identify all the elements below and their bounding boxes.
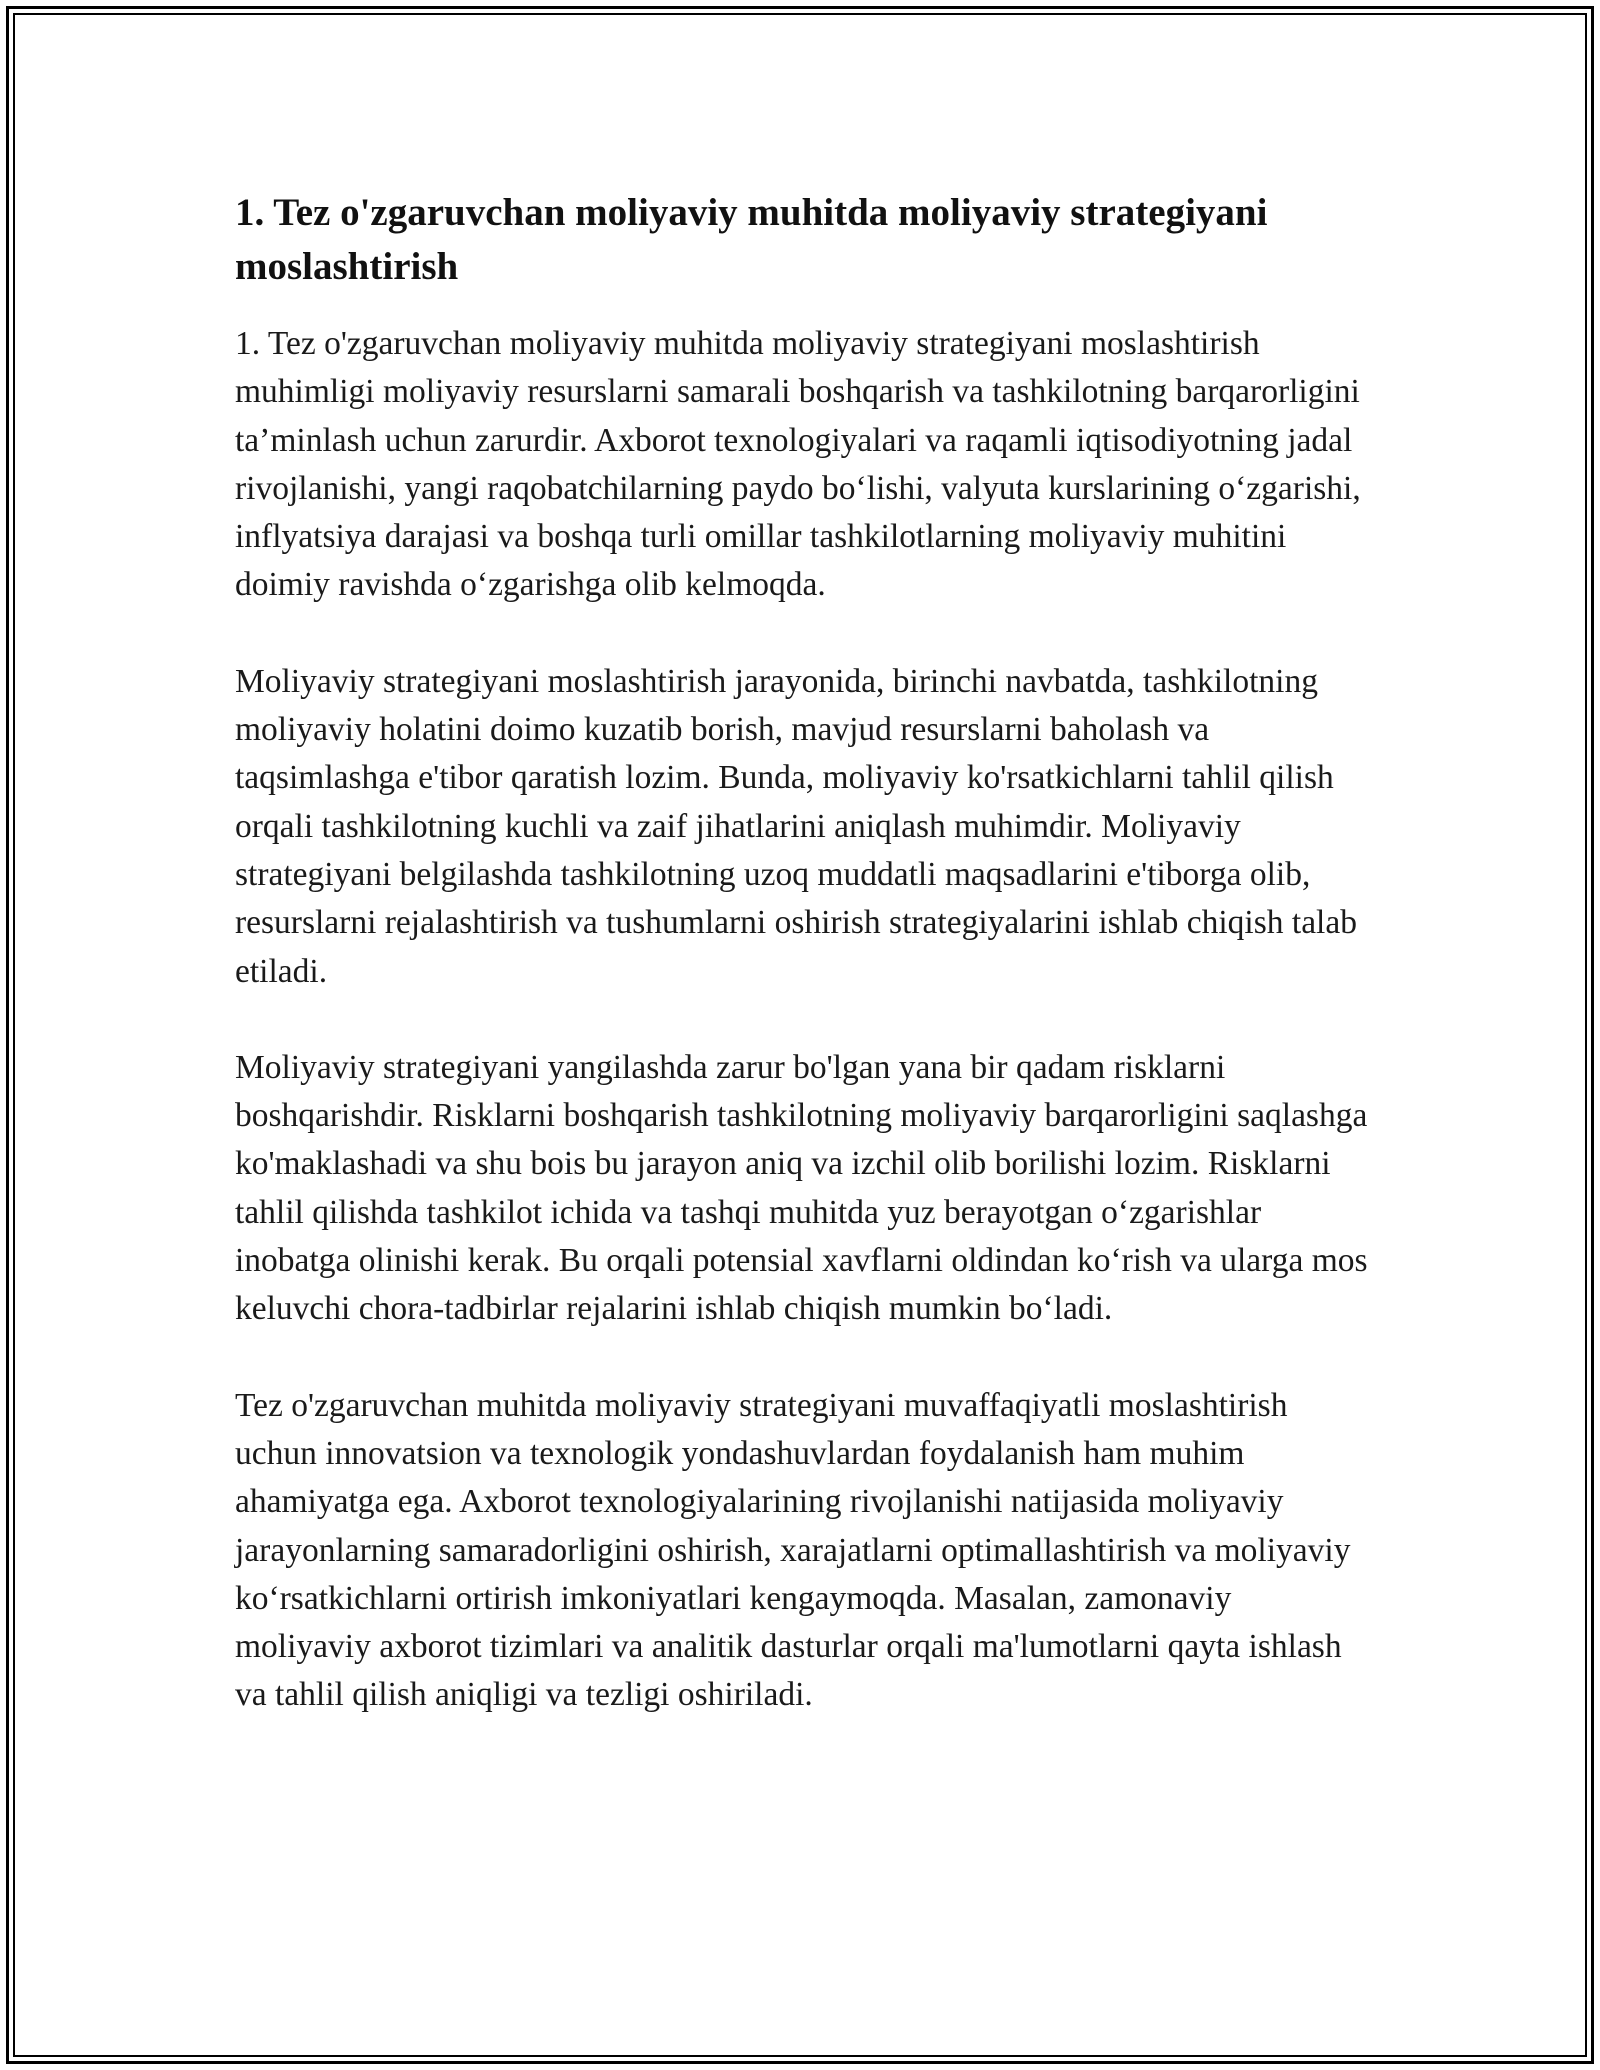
paragraph-3: Moliyaviy strategiyani yangilashda zarur bo'lgan yana bir qadam risklarni boshqarishdir. Risklarni boshqarish tashkilotning moliyaviy barqarorligini saqlashga ko'maklashadi va shu bois bu jarayon aniq va izchil olib borilishi lozim. Risklarni tahlil qilishda tashkilot ichida va tashqi muhitda yuz berayotgan o‘zgarishlar inobatga olinishi kerak. Bu orqali potensial xavflarni oldindan ko‘rish va ularga mos keluvchi chora-tadbirlar rejalarini ishlab chiqish mumkin bo‘ladi. — [235, 1048, 1368, 1328]
document-content — [235, 186, 1370, 1768]
section-heading: 1. Tez o'zgaruvchan moliyaviy muhitda moliyaviy strategiyani moslashtirish — [235, 191, 1268, 288]
paragraph-1: 1. Tez o'zgaruvchan moliyaviy muhitda moliyaviy strategiyani moslashtirish muhimligi moliyaviy resurslarni samarali boshqarish va tashkilotning barqarorligini ta’minlash uchun zarurdir. Axborot texnologiyalari va raqamli iqtisodiyotning jadal rivojlanishi, yangi raqobatchilarning paydo bo‘lishi, valyuta kurslarining o‘zgarishi, inflyatsiya darajasi va boshqa turli omillar tashkilotlarning moliyaviy muhitini doimiy ravishda o‘zgarishga olib kelmoqda. — [235, 325, 1361, 604]
paragraph-4: Tez o'zgaruvchan muhitda moliyaviy strategiyani muvaffaqiyatli moslashtirish uchun innovatsion va texnologik yondashuvlardan foydalanish ham muhim ahamiyatga ega. Axborot texnologiyalarining rivojlanishi natijasida moliyaviy jarayonlarning samaradorligini oshirish, xarajatlarni optimallashtirish va moliyaviy ko‘rsatkichlarni ortirish imkoniyatlari kengaymoqda. Masalan, zamonaviy moliyaviy axborot tizimlari va analitik dasturlar orqali ma'lumotlarni qayta ishlash va tahlil qilish aniqligi va tezligi oshiriladi. — [235, 1386, 1351, 1714]
paragraph-2: Moliyaviy strategiyani moslashtirish jarayonida, birinchi navbatda, tashkilotning moliyaviy holatini doimo kuzatib borish, mavjud resurslarni baholash va taqsimlashga e'tibor qaratish lozim. Bunda, moliyaviy ko'rsatkichlarni tahlil qilish orqali tashkilotning kuchli va zaif jihatlarini aniqlash muhimdir. Moliyaviy strategiyani belgilashda tashkilotning uzoq muddatli maqsadlarini e'tiborga olib, resurslarni rejalashtirish va tushumlarni oshirish strategiyalarini ishlab chiqish talab etiladi. — [235, 662, 1357, 990]
